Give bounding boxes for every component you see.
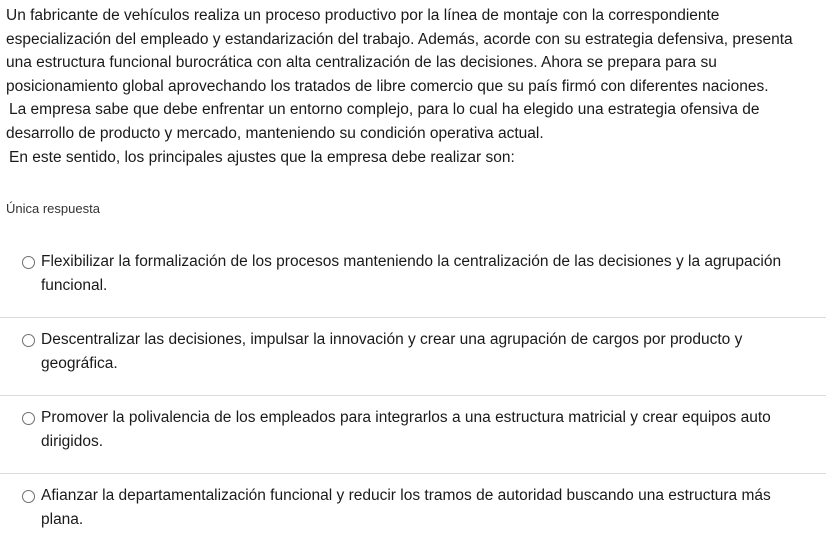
question-line: En este sentido, los principales ajustes que la empresa debe realizar son: bbox=[9, 148, 515, 166]
answer-option-1[interactable] bbox=[0, 240, 826, 318]
answer-option-4[interactable] bbox=[0, 474, 826, 552]
question-line: La empresa sabe que debe enfrentar un entorno complejo, para lo cual ha elegido una estrategia ofensiva de bbox=[9, 101, 760, 119]
question-line: especialización del empleado y estandarización del trabajo. Además, acorde con su estrategia defensiva, presenta bbox=[6, 30, 793, 48]
question-line: Un fabricante de vehículos realiza un proceso productivo por la línea de montaje con la correspondiente bbox=[6, 7, 720, 24]
option-line: geográfica. bbox=[41, 355, 118, 372]
radio-button-1[interactable] bbox=[22, 256, 35, 269]
option-line: funcional. bbox=[41, 277, 108, 294]
option-line: Flexibilizar la formalización de los procesos manteniendo la centralización de las decisiones y la agrupación bbox=[41, 253, 782, 270]
option-line: Descentralizar las decisiones, impulsar la innovación y crear una agrupación de cargos por producto y bbox=[41, 331, 743, 348]
radio-button-2[interactable] bbox=[22, 334, 35, 347]
radio-button-3[interactable] bbox=[22, 412, 35, 425]
question-line: una estructura funcional burocrática con alta centralización de las decisiones. Ahora se prepara para su bbox=[6, 54, 717, 72]
option-text-2[interactable] bbox=[41, 328, 811, 376]
radio-button-4[interactable] bbox=[22, 490, 35, 503]
answer-option-3[interactable] bbox=[0, 396, 826, 474]
answer-options bbox=[0, 240, 826, 552]
option-text-1[interactable] bbox=[41, 250, 811, 298]
answer-type-label: Única respuesta bbox=[6, 201, 100, 216]
answer-option-2[interactable] bbox=[0, 318, 826, 396]
option-line: dirigidos. bbox=[41, 433, 104, 450]
question-text bbox=[6, 4, 828, 169]
option-line: plana. bbox=[41, 511, 84, 528]
question-line: desarrollo de producto y mercado, manteniendo su condición operativa actual. bbox=[6, 124, 544, 142]
question-line: posicionamiento global aprovechando los tratados de libre comercio que su país firmó con diferentes naciones. bbox=[6, 77, 769, 95]
option-text-4[interactable] bbox=[41, 484, 811, 532]
option-line: Afianzar la departamentalización funcional y reducir los tramos de autoridad buscando una estructura más bbox=[41, 487, 771, 504]
option-line: Promover la polivalencia de los empleados para integrarlos a una estructura matricial y crear equipos auto bbox=[41, 409, 771, 426]
option-text-3[interactable] bbox=[41, 406, 811, 454]
